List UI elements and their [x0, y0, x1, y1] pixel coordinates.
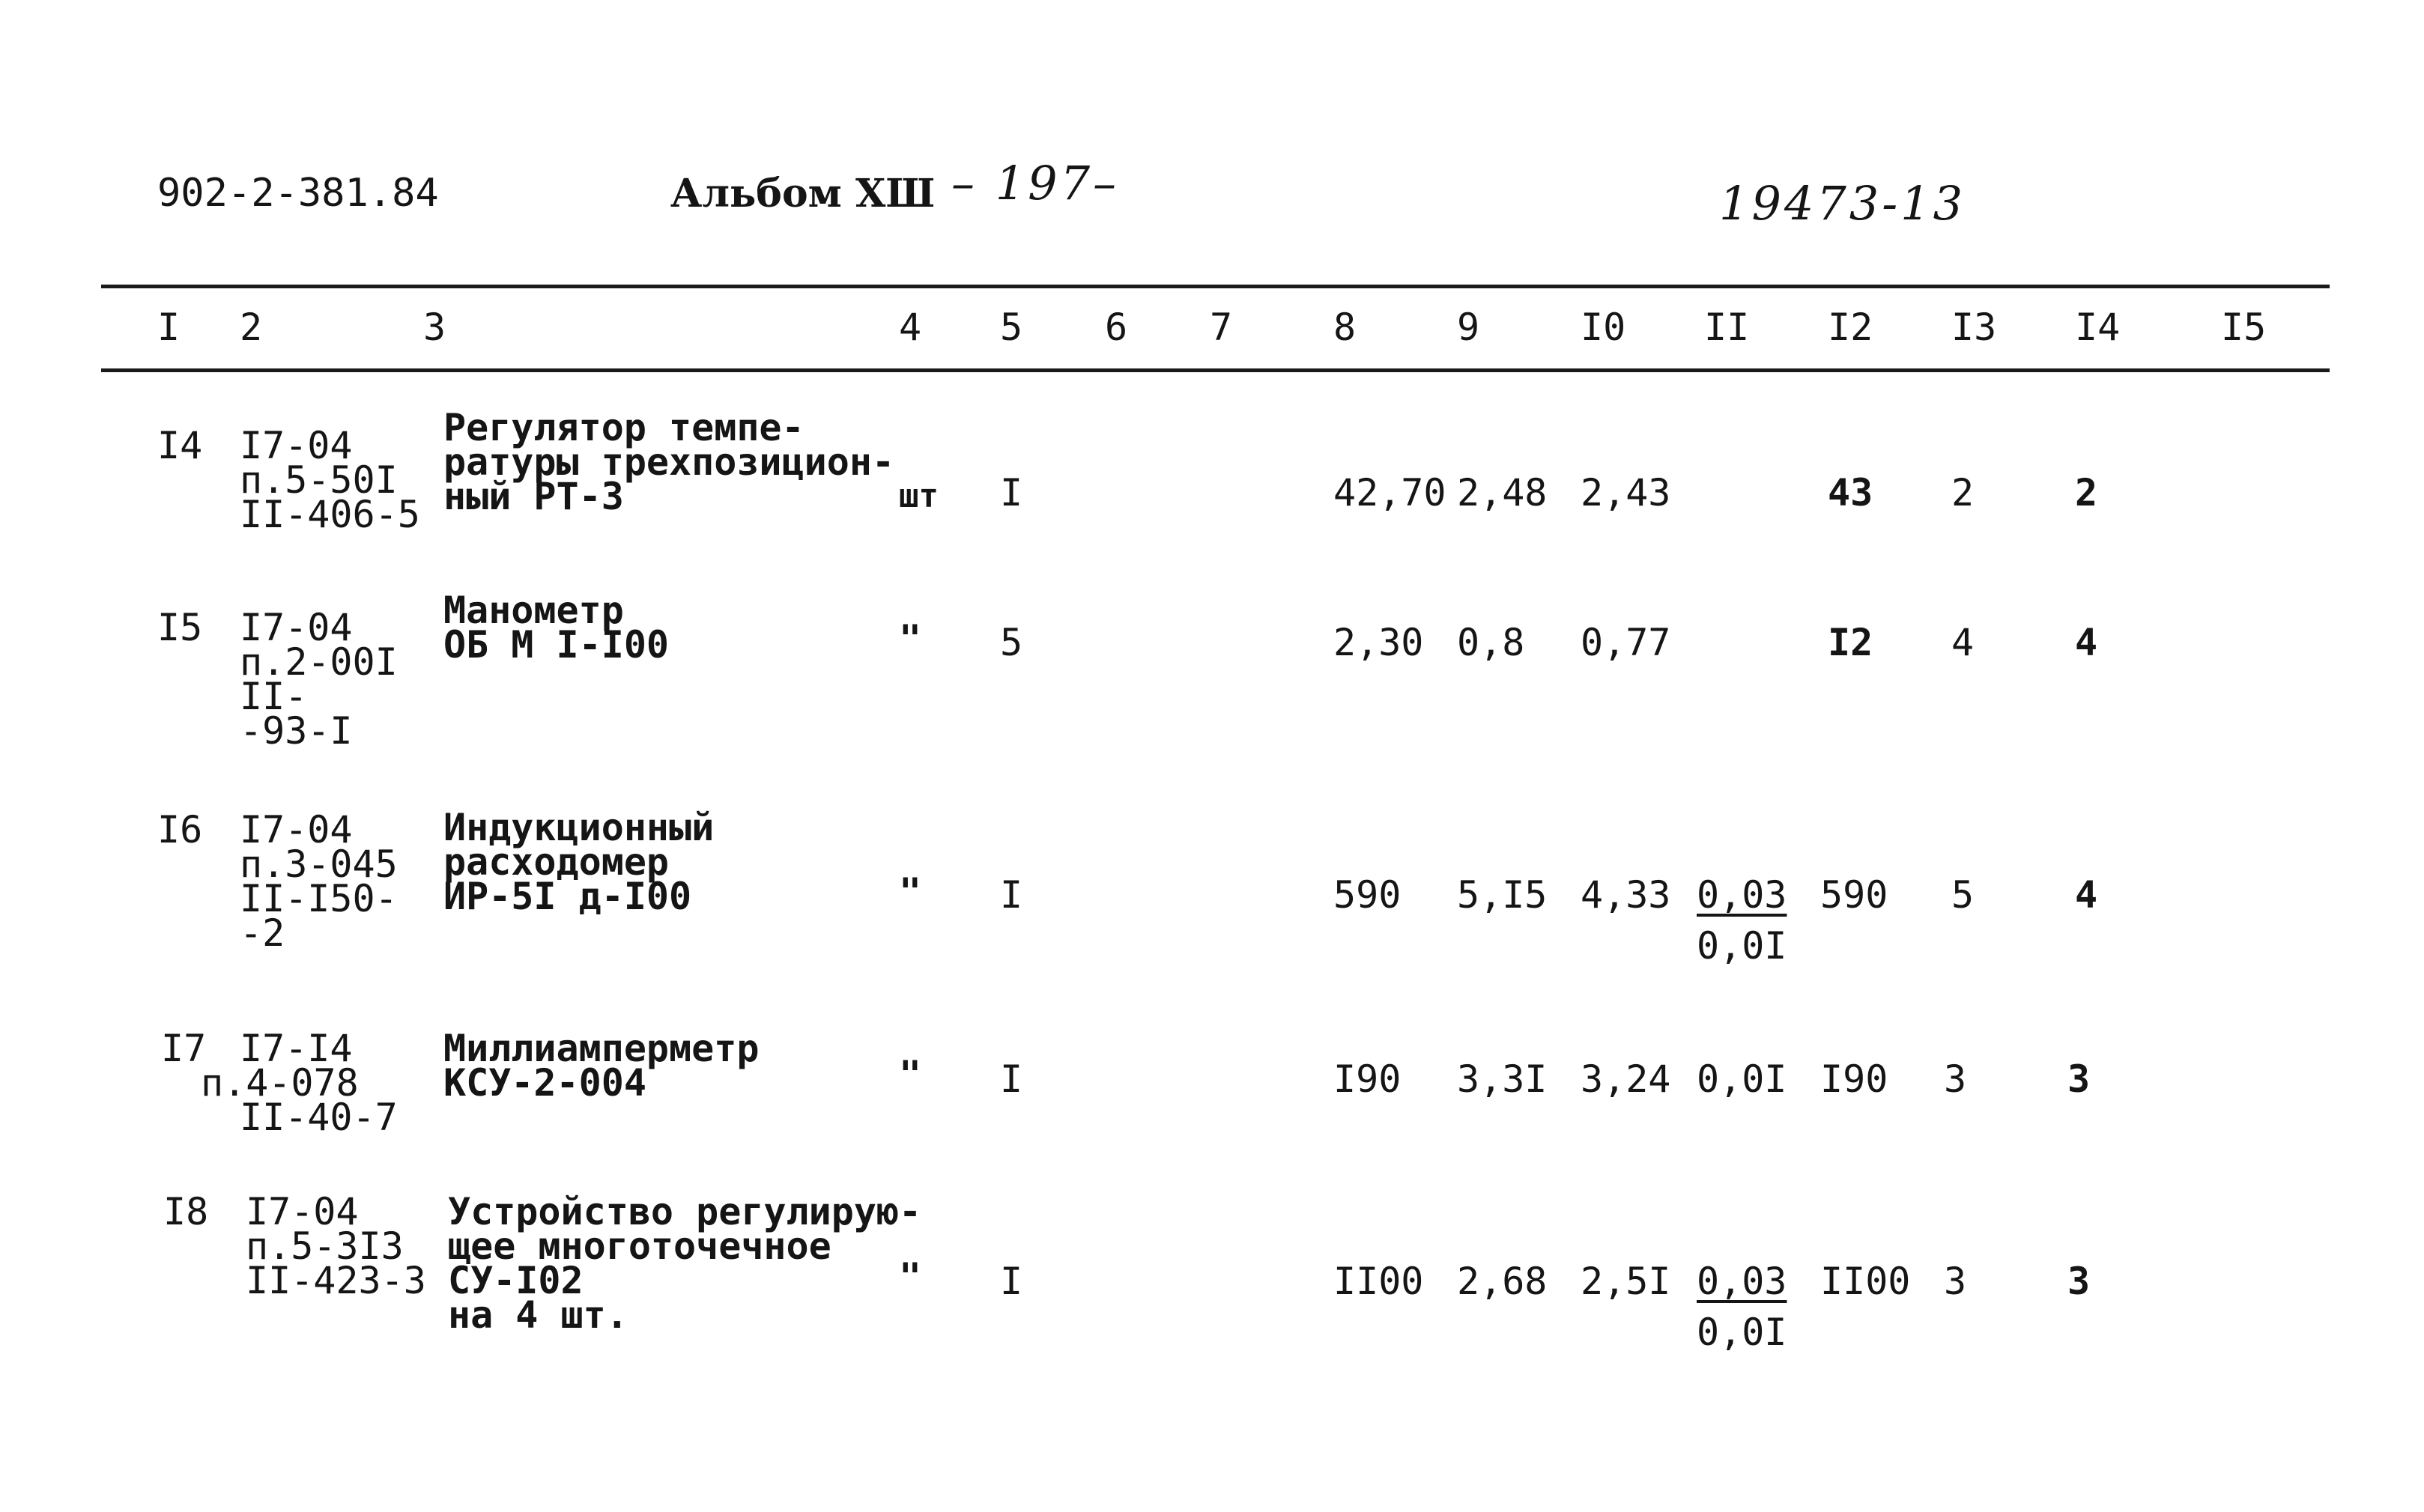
unit-cell: " [899, 617, 922, 661]
value-col8: I90 [1333, 1057, 1402, 1101]
value-col12: II00 [1820, 1260, 1911, 1303]
row-number: I6 [157, 808, 203, 851]
column-header: II [1704, 306, 1750, 349]
column-header: 8 [1333, 306, 1357, 349]
value-col13: 3 [1944, 1057, 1967, 1101]
value-col12: I90 [1820, 1057, 1888, 1101]
value-col10: 3,24 [1581, 1057, 1671, 1101]
column-header: 3 [423, 306, 446, 349]
value-col9: 3,3I [1457, 1057, 1548, 1101]
quantity-cell: 5 [1000, 621, 1023, 664]
column-header: I [157, 306, 181, 349]
value-col9: 2,48 [1457, 471, 1548, 514]
value-col12: 43 [1828, 471, 1873, 514]
value-col8: 42,70 [1333, 471, 1446, 514]
item-name-line: Миллиамперметр [443, 1027, 760, 1070]
code-line: II-I50- [240, 877, 398, 920]
column-header: 4 [899, 306, 922, 349]
value-col8: 2,30 [1333, 621, 1424, 664]
quantity-cell: I [1000, 471, 1023, 514]
value-col10: 0,77 [1581, 621, 1671, 664]
column-header: 7 [1210, 306, 1233, 349]
item-name-line: расходомер [443, 840, 670, 884]
table-top-rule [101, 285, 2330, 288]
code-line: I7-04 [246, 1190, 359, 1233]
code-line: п.5-50I [240, 458, 398, 502]
item-name-line: ИР-5I д-I00 [443, 875, 692, 918]
quantity-cell: I [1000, 873, 1023, 917]
value-col9: 2,68 [1457, 1260, 1548, 1303]
inventory-number: 19473-13 [1719, 176, 1966, 231]
value-col8: II00 [1333, 1260, 1424, 1303]
column-header: I0 [1581, 306, 1626, 349]
quantity-cell: I [1000, 1260, 1023, 1303]
column-header: 5 [1000, 306, 1023, 349]
value-col12: I2 [1828, 621, 1873, 664]
album-label: Альбом ХШ [670, 171, 936, 216]
item-name-line: щее многоточечное [448, 1224, 831, 1268]
value-col14: 4 [2075, 621, 2098, 664]
table-header-rule [101, 368, 2330, 372]
item-name-line: на 4 шт. [448, 1293, 628, 1337]
page-number: – 197– [951, 156, 1120, 210]
code-line: -2 [240, 911, 285, 955]
value-col14: 2 [2075, 471, 2098, 514]
column-header: I3 [1951, 306, 1997, 349]
column-header: 6 [1105, 306, 1128, 349]
value-col13: 2 [1951, 471, 1975, 514]
code-line: II-406-5 [240, 493, 420, 536]
unit-cell: шт [899, 477, 939, 515]
value-col13: 3 [1944, 1260, 1967, 1303]
code-line: I7-04 [240, 424, 353, 467]
item-name-line: Регулятор темпе- [443, 406, 805, 449]
column-header: 2 [240, 306, 263, 349]
item-name-line: КСУ-2-004 [443, 1061, 646, 1105]
value-col13: 4 [1951, 621, 1975, 664]
code-line: I7-04 [240, 808, 353, 851]
value-col11-numerator: 0,03 [1697, 1260, 1787, 1303]
value-col13: 5 [1951, 873, 1975, 917]
column-header: I2 [1828, 306, 1873, 349]
value-col8: 590 [1333, 873, 1402, 917]
code-line: II- [240, 675, 308, 718]
value-col14: 3 [2067, 1260, 2091, 1303]
value-col11: 0,0I [1697, 1057, 1787, 1101]
item-name-line: ОБ М I-I00 [443, 623, 670, 667]
item-name-line: Индукционный [443, 806, 715, 849]
code-line: п.4-078 [201, 1061, 359, 1105]
item-name-line: СУ-I02 [448, 1259, 584, 1302]
value-col9: 0,8 [1457, 621, 1525, 664]
row-number: I8 [163, 1190, 209, 1233]
unit-cell: " [899, 1053, 922, 1096]
row-number: I4 [157, 424, 203, 467]
unit-cell: " [899, 870, 922, 914]
item-name-line: Устройство регулирую- [448, 1190, 922, 1233]
code-line: п.2-00I [240, 640, 398, 684]
column-header: I5 [2221, 306, 2267, 349]
item-name-line: ратуры трехпозицион- [443, 440, 895, 484]
code-line: II-423-3 [246, 1259, 426, 1302]
code-line: II-40-7 [240, 1096, 398, 1139]
code-line: п.3-045 [240, 842, 398, 886]
value-col11-denominator: 0,0I [1697, 1311, 1787, 1354]
value-col11-numerator: 0,03 [1697, 873, 1787, 917]
code-line: -93-I [240, 709, 353, 753]
value-col10: 4,33 [1581, 873, 1671, 917]
value-col14: 3 [2067, 1057, 2091, 1101]
row-number: I5 [157, 606, 203, 649]
value-col10: 2,43 [1581, 471, 1671, 514]
row-number: I7 [161, 1027, 207, 1070]
value-col12: 590 [1820, 873, 1888, 917]
value-col14: 4 [2075, 873, 2098, 917]
value-col11-denominator: 0,0I [1697, 924, 1787, 968]
value-col9: 5,I5 [1457, 873, 1548, 917]
code-line: I7-I4 [240, 1027, 353, 1070]
value-col10: 2,5I [1581, 1260, 1671, 1303]
document-code: 902-2-381.84 [157, 171, 439, 216]
code-line: п.5-3I3 [246, 1224, 404, 1268]
column-header: I4 [2075, 306, 2121, 349]
item-name-line: ный РТ-3 [443, 475, 624, 518]
unit-cell: " [899, 1255, 922, 1299]
column-header: 9 [1457, 306, 1480, 349]
quantity-cell: I [1000, 1057, 1023, 1101]
code-line: I7-04 [240, 606, 353, 649]
item-name-line: Манометр [443, 589, 624, 632]
